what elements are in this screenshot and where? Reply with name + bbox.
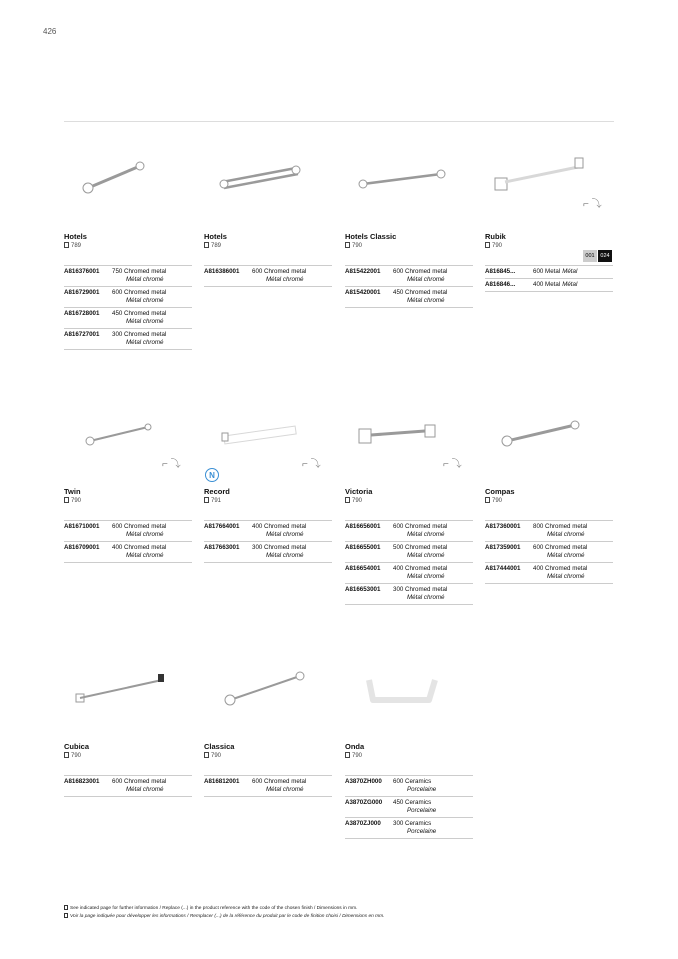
description-fr: Métal chromé: [407, 297, 445, 304]
table-row: [485, 541, 613, 562]
table-row: [345, 520, 473, 541]
page-reference: [204, 242, 221, 249]
mounting-icon: ⌐ ⤵: [302, 459, 321, 470]
product-code: A817359001: [485, 544, 521, 551]
product-name: Compas: [485, 487, 515, 496]
table-row: [345, 775, 473, 796]
product-code: A817663001: [204, 544, 240, 551]
page-reference: [345, 497, 362, 504]
page-reference: [204, 497, 221, 504]
product-name: Victoria: [345, 487, 373, 496]
table-row: [64, 286, 192, 307]
product-code: A816386001: [204, 268, 240, 275]
product-table: [64, 265, 192, 350]
product-code: A816656001: [345, 523, 381, 530]
finish-swatch: 024: [598, 250, 612, 262]
description-en: 500 Chromed metal: [393, 544, 448, 551]
product-image: [210, 660, 310, 716]
product-description: [393, 565, 473, 581]
product-image: [351, 405, 451, 461]
description-fr: Porcelaine: [407, 786, 437, 793]
description-fr: Métal chromé: [407, 531, 445, 538]
product-table: [485, 265, 613, 292]
product-table: [345, 520, 473, 605]
description-fr: Métal chromé: [407, 573, 445, 580]
page-ref-number: 790: [211, 753, 222, 759]
description-fr: Métal chromé: [266, 276, 304, 283]
description-fr: Métal: [562, 268, 578, 275]
product-table: [64, 775, 192, 797]
product-code: A816729001: [64, 289, 100, 296]
product-code: A3870ZG000: [345, 799, 383, 806]
product-code: A817444001: [485, 565, 521, 572]
page-reference: [64, 242, 81, 249]
mounting-icon: ⌐ ⤵: [583, 199, 602, 210]
description-en: 600 Chromed metal: [112, 523, 167, 530]
product-table: [204, 265, 332, 287]
description-en: 600 Chromed metal: [112, 289, 167, 296]
product-code: A816710001: [64, 523, 100, 530]
page-ref-number: 789: [211, 243, 222, 249]
footer-note: [64, 905, 384, 921]
product-description: [393, 268, 473, 284]
product-description: [252, 523, 332, 539]
description-en: 400 Chromed metal: [393, 565, 448, 572]
product-name: Rubik: [485, 232, 506, 241]
page-ref-icon: [204, 242, 209, 248]
page-ref-icon: [485, 242, 490, 248]
product-description: [112, 289, 192, 305]
page-ref-number: 790: [492, 498, 503, 504]
product-name: Twin: [64, 487, 81, 496]
table-row: [204, 775, 332, 797]
table-row: [204, 541, 332, 563]
product-name: Onda: [345, 742, 365, 751]
description-fr: Métal chromé: [407, 552, 445, 559]
page-ref-icon: [64, 913, 68, 918]
product-image: [351, 660, 451, 716]
product-table: [345, 265, 473, 308]
product-name: Classica: [204, 742, 235, 751]
product-table: [485, 520, 613, 584]
table-row: [485, 520, 613, 541]
page-ref-icon: [345, 242, 350, 248]
page-ref-icon: [64, 497, 69, 503]
product-description: [393, 799, 473, 815]
product-code: A816376001: [64, 268, 100, 275]
table-row: [345, 817, 473, 839]
product-code: A816728001: [64, 310, 100, 317]
description-fr: Métal chromé: [126, 786, 164, 793]
page-ref-icon: [204, 497, 209, 503]
product-code: A3870ZH000: [345, 778, 382, 785]
product-table: [64, 520, 192, 563]
page-reference: [204, 752, 221, 759]
page-number: 426: [43, 27, 57, 36]
description-fr: Métal chromé: [266, 531, 304, 538]
description-en: 600 Chromed metal: [112, 778, 167, 785]
description-en: 400 Metal: [533, 281, 561, 288]
description-en: 600 Chromed metal: [393, 268, 448, 275]
product-table: [204, 520, 332, 563]
product-code: A816727001: [64, 331, 100, 338]
description-fr: Métal chromé: [407, 594, 445, 601]
mounting-icon: ⌐ ⤵: [443, 459, 462, 470]
page-reference: [345, 752, 362, 759]
product-code: A815422001: [345, 268, 381, 275]
table-row: [345, 541, 473, 562]
product-code: A816653001: [345, 586, 381, 593]
page-reference: [64, 497, 81, 504]
product-table: [204, 775, 332, 797]
product-code: A817664001: [204, 523, 240, 530]
page-ref-icon: [64, 752, 69, 758]
product-image: [491, 150, 591, 206]
description-en: 600 Chromed metal: [393, 523, 448, 530]
page-ref-icon: [64, 242, 69, 248]
table-row: [64, 265, 192, 286]
description-en: 450 Chromed metal: [393, 289, 448, 296]
finish-swatch: 001: [583, 250, 597, 262]
mounting-icon: ⌐ ⤵: [162, 459, 181, 470]
product-description: [533, 268, 613, 276]
description-en: 600 Metal: [533, 268, 561, 275]
description-fr: Métal chromé: [126, 531, 164, 538]
product-code: A816846...: [485, 281, 516, 288]
product-table: [345, 775, 473, 839]
description-en: 600 Chromed metal: [252, 268, 307, 275]
product-code: A817360001: [485, 523, 521, 530]
page-ref-number: 790: [352, 498, 363, 504]
page-ref-icon: [345, 497, 350, 503]
description-fr: Métal: [562, 281, 578, 288]
description-fr: Porcelaine: [407, 828, 437, 835]
footer-text-en: See indicated page for further information / Replace (...) in the product reference with the code of the chosen finish / Dimensions in mm.: [70, 906, 358, 911]
product-description: [533, 565, 613, 581]
page-reference: [64, 752, 81, 759]
description-en: 400 Chromed metal: [252, 523, 307, 530]
table-row: [64, 307, 192, 328]
product-description: [393, 586, 473, 602]
description-en: 600 Chromed metal: [533, 544, 588, 551]
table-row: [485, 562, 613, 584]
description-fr: Porcelaine: [407, 807, 437, 814]
description-fr: Métal chromé: [126, 297, 164, 304]
table-row: [345, 796, 473, 817]
product-name: Cubica: [64, 742, 90, 751]
product-description: [112, 544, 192, 560]
description-fr: Métal chromé: [126, 276, 164, 283]
table-row: [64, 520, 192, 541]
page-ref-icon: [204, 752, 209, 758]
description-en: 450 Ceramics: [393, 799, 432, 806]
description-en: 600 Ceramics: [393, 778, 432, 785]
product-description: [252, 544, 332, 560]
product-code: A3870ZJ000: [345, 820, 381, 827]
product-description: [252, 778, 332, 794]
page-reference: [485, 242, 502, 249]
page-ref-icon: [345, 752, 350, 758]
page-ref-number: 790: [352, 243, 363, 249]
page-ref-number: 789: [71, 243, 82, 249]
product-name: Hotels: [204, 232, 227, 241]
product-description: [533, 544, 613, 560]
page-ref-number: 791: [211, 498, 222, 504]
description-en: 300 Chromed metal: [112, 331, 167, 338]
table-row: [204, 265, 332, 287]
product-image: [210, 150, 310, 206]
page-ref-icon: [64, 905, 68, 910]
product-description: [252, 268, 332, 284]
page-reference: [345, 242, 362, 249]
product-description: [533, 281, 613, 289]
table-row: [345, 562, 473, 583]
divider: [64, 121, 614, 122]
product-image: [210, 405, 310, 461]
description-en: 300 Chromed metal: [393, 586, 448, 593]
table-row: [204, 520, 332, 541]
description-en: 400 Chromed metal: [112, 544, 167, 551]
product-description: [112, 310, 192, 326]
product-code: A816823001: [64, 778, 100, 785]
description-en: 400 Chromed metal: [533, 565, 588, 572]
description-en: 750 Chromed metal: [112, 268, 167, 275]
page-ref-number: 790: [352, 753, 363, 759]
table-row: [64, 541, 192, 563]
product-image: [491, 405, 591, 461]
table-row: [64, 328, 192, 350]
footer-text-fr: Voir la page indiquée pour développer les informations / Remplacer (...) de la référence du produit par le code de finition choisi / Dimensions en mm.: [70, 914, 385, 919]
product-code: A816655001: [345, 544, 381, 551]
product-image: [70, 660, 170, 716]
description-en: 300 Ceramics: [393, 820, 432, 827]
page-ref-number: 790: [71, 753, 82, 759]
product-description: [393, 544, 473, 560]
description-fr: Métal chromé: [547, 573, 585, 580]
description-fr: Métal chromé: [126, 552, 164, 559]
description-fr: Métal chromé: [547, 531, 585, 538]
description-en: 600 Chromed metal: [252, 778, 307, 785]
page-reference: [485, 497, 502, 504]
product-code: A816709001: [64, 544, 100, 551]
product-name: Hotels: [64, 232, 87, 241]
description-en: 450 Chromed metal: [112, 310, 167, 317]
product-description: [112, 268, 192, 284]
description-fr: Métal chromé: [266, 552, 304, 559]
description-en: 800 Chromed metal: [533, 523, 588, 530]
new-badge: N: [205, 468, 219, 482]
product-name: Hotels Classic: [345, 232, 397, 241]
description-fr: Métal chromé: [407, 276, 445, 283]
description-fr: Métal chromé: [266, 786, 304, 793]
product-code: A815420001: [345, 289, 381, 296]
table-row: [345, 583, 473, 605]
product-image: [70, 405, 170, 461]
product-description: [393, 778, 473, 794]
product-code: A816845...: [485, 268, 516, 275]
product-image: [351, 150, 451, 206]
product-description: [112, 331, 192, 347]
page-ref-number: 790: [492, 243, 503, 249]
description-fr: Métal chromé: [547, 552, 585, 559]
product-description: [533, 523, 613, 539]
product-description: [393, 523, 473, 539]
table-row: [485, 278, 613, 292]
product-code: A816654001: [345, 565, 381, 572]
product-description: [393, 820, 473, 836]
table-row: [485, 265, 613, 278]
description-en: 300 Chromed metal: [252, 544, 307, 551]
product-image: [70, 150, 170, 206]
product-code: A816812001: [204, 778, 240, 785]
description-fr: Métal chromé: [126, 339, 164, 346]
table-row: [64, 775, 192, 797]
table-row: [345, 265, 473, 286]
product-description: [393, 289, 473, 305]
product-name: Record: [204, 487, 230, 496]
table-row: [345, 286, 473, 308]
product-description: [112, 778, 192, 794]
product-description: [112, 523, 192, 539]
page-ref-number: 790: [71, 498, 82, 504]
page-ref-icon: [485, 497, 490, 503]
description-fr: Métal chromé: [126, 318, 164, 325]
